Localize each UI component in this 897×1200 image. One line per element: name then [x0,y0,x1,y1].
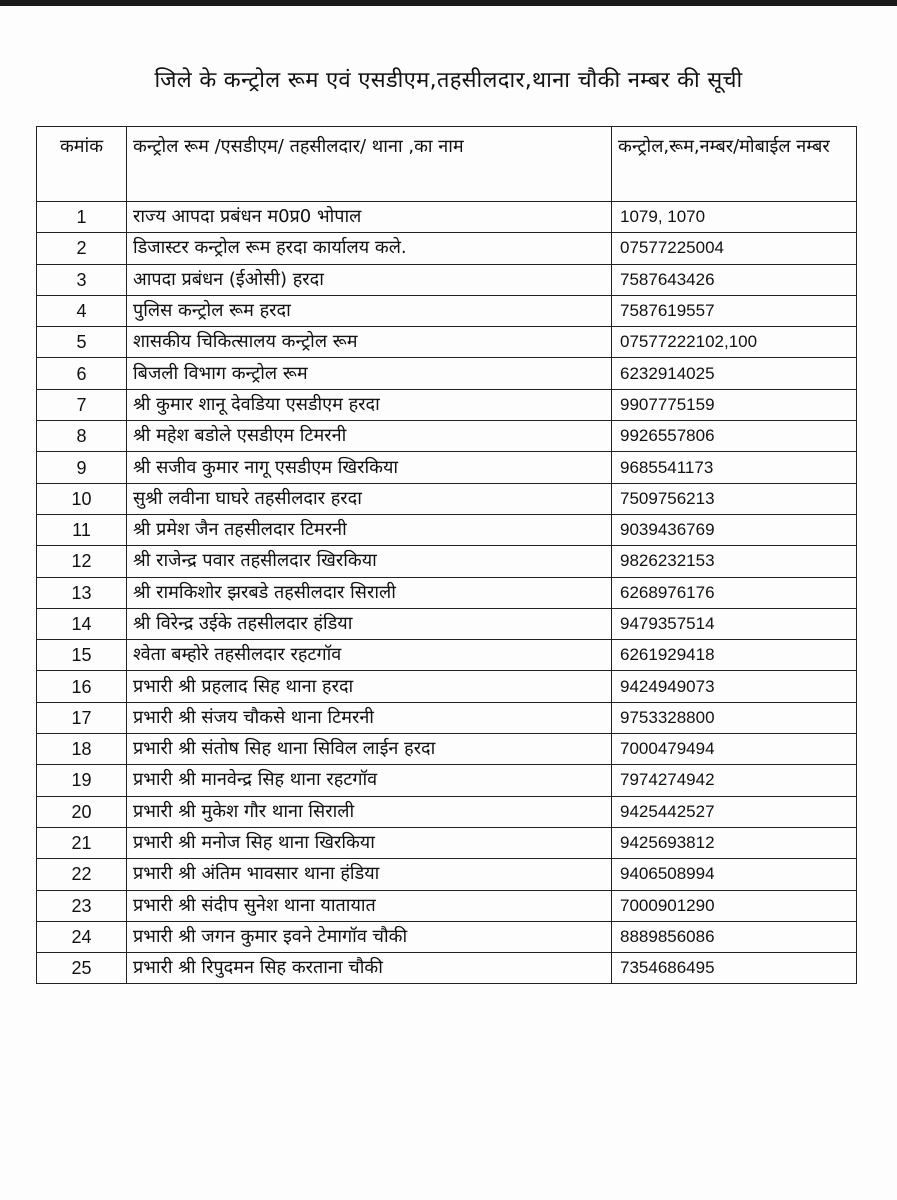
row-name: सुश्री लवीना घाघरे तहसीलदार हरदा [127,483,612,514]
table-header-row [37,127,857,202]
row-name: प्रभारी श्री संदीप सुनेश थाना यातायात [127,890,612,921]
table-row [37,765,857,796]
row-number: 1079, 1070 [612,202,857,233]
row-number: 9753328800 [612,702,857,733]
row-number: 8889856086 [612,921,857,952]
row-number: 7974274942 [612,765,857,796]
row-serial: 11 [37,514,127,545]
table-row [37,953,857,984]
table-row [37,421,857,452]
row-number: 07577222102,100 [612,327,857,358]
row-serial: 9 [37,452,127,483]
row-name: आपदा प्रबंधन (ईओसी) हरदा [127,264,612,295]
row-name: प्रभारी श्री रिपुदमन सिह करताना चौकी [127,953,612,984]
row-name: श्री विरेन्द्र उईके तहसीलदार हंडिया [127,608,612,639]
row-serial: 16 [37,671,127,702]
row-number: 9479357514 [612,608,857,639]
row-name: श्री कुमार शानू देवडिया एसडीएम हरदा [127,389,612,420]
row-name: प्रभारी श्री मुकेश गौर थाना सिराली [127,796,612,827]
row-name: श्री महेश बडोले एसडीएम टिमरनी [127,421,612,452]
row-name: प्रभारी श्री अंतिम भावसार थाना हंडिया [127,859,612,890]
table-row [37,546,857,577]
row-number: 9826232153 [612,546,857,577]
row-name: श्री रामकिशोर झरबडे तहसीलदार सिराली [127,577,612,608]
header-number: कन्ट्रोल,रूम,नम्बर/मोबाईल नम्बर [612,127,857,202]
table-row [37,640,857,671]
row-name: श्वेता बम्होरे तहसीलदार रहटगॉव [127,640,612,671]
table-row [37,389,857,420]
row-serial: 20 [37,796,127,827]
row-serial: 22 [37,859,127,890]
row-number: 7509756213 [612,483,857,514]
table-row [37,890,857,921]
row-name: राज्य आपदा प्रबंधन म0प्र0 भोपाल [127,202,612,233]
table-row [37,859,857,890]
row-serial: 24 [37,921,127,952]
row-serial: 15 [37,640,127,671]
row-serial: 14 [37,608,127,639]
table-row [37,358,857,389]
table-row [37,577,857,608]
row-serial: 19 [37,765,127,796]
row-number: 9425442527 [612,796,857,827]
row-serial: 10 [37,483,127,514]
header-name: कन्ट्रोल रूम /एसडीएम/ तहसीलदार/ थाना ,का नाम [127,127,612,202]
row-name: प्रभारी श्री मानवेन्द्र सिह थाना रहटगॉव [127,765,612,796]
row-name: प्रभारी श्री प्रहलाद सिह थाना हरदा [127,671,612,702]
table-row [37,921,857,952]
header-serial-number: कमांक [37,127,127,202]
row-number: 9907775159 [612,389,857,420]
row-number: 7000901290 [612,890,857,921]
table-row [37,702,857,733]
row-number: 6232914025 [612,358,857,389]
row-serial: 4 [37,295,127,326]
table-row [37,295,857,326]
row-name: बिजली विभाग कन्ट्रोल रूम [127,358,612,389]
row-number: 07577225004 [612,233,857,264]
table-row [37,514,857,545]
row-number: 9926557806 [612,421,857,452]
row-number: 7000479494 [612,734,857,765]
row-serial: 25 [37,953,127,984]
page-title: जिले के कन्ट्रोल रूम एवं एसडीएम,तहसीलदार,थाना चौकी नम्बर की सूची [154,68,743,93]
contact-list-table [36,126,857,984]
row-serial: 2 [37,233,127,264]
table-row [37,796,857,827]
row-name: डिजास्टर कन्ट्रोल रूम हरदा कार्यालय कले. [127,233,612,264]
table-row [37,608,857,639]
row-number: 7587643426 [612,264,857,295]
row-name: प्रभारी श्री जगन कुमार इवने टेमागॉव चौकी [127,921,612,952]
row-number: 6268976176 [612,577,857,608]
row-name: शासकीय चिकित्सालय कन्ट्रोल रूम [127,327,612,358]
row-number: 7587619557 [612,295,857,326]
row-name: प्रभारी श्री संतोष सिह थाना सिविल लाईन हरदा [127,734,612,765]
row-name: पुलिस कन्ट्रोल रूम हरदा [127,295,612,326]
row-serial: 1 [37,202,127,233]
row-name: श्री सजीव कुमार नागू एसडीएम खिरकिया [127,452,612,483]
row-number: 9406508994 [612,859,857,890]
row-number: 6261929418 [612,640,857,671]
row-serial: 6 [37,358,127,389]
row-serial: 7 [37,389,127,420]
row-number: 7354686495 [612,953,857,984]
row-serial: 13 [37,577,127,608]
table-row [37,734,857,765]
row-serial: 8 [37,421,127,452]
row-number: 9424949073 [612,671,857,702]
table-row [37,827,857,858]
row-serial: 21 [37,827,127,858]
scan-top-edge [0,0,897,6]
row-serial: 12 [37,546,127,577]
table-row [37,233,857,264]
row-number: 9685541173 [612,452,857,483]
row-number: 9039436769 [612,514,857,545]
row-serial: 23 [37,890,127,921]
row-name: प्रभारी श्री मनोज सिह थाना खिरकिया [127,827,612,858]
table-row [37,483,857,514]
table-row [37,671,857,702]
row-number: 9425693812 [612,827,857,858]
table-row [37,202,857,233]
table-row [37,452,857,483]
row-name: प्रभारी श्री संजय चौकसे थाना टिमरनी [127,702,612,733]
row-name: श्री प्रमेश जैन तहसीलदार टिमरनी [127,514,612,545]
row-serial: 3 [37,264,127,295]
row-serial: 17 [37,702,127,733]
table-row [37,327,857,358]
row-serial: 18 [37,734,127,765]
row-name: श्री राजेन्द्र पवार तहसीलदार खिरकिया [127,546,612,577]
row-serial: 5 [37,327,127,358]
table-row [37,264,857,295]
